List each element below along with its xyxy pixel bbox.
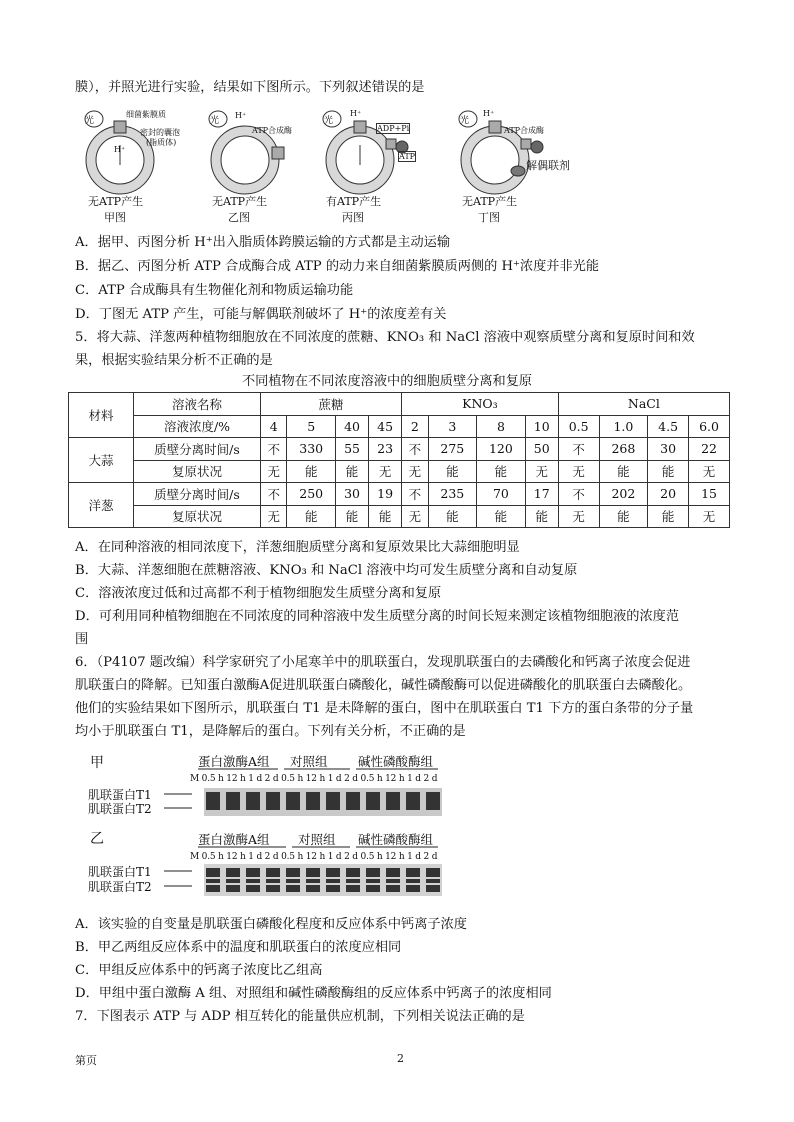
onion-label: 洋葱 <box>69 483 134 528</box>
cell: 3 <box>428 415 477 438</box>
q5-table-title: 不同植物在不同浓度溶液中的细胞质壁分离和复原 <box>242 374 533 389</box>
cell: 15 <box>689 483 730 506</box>
cell: 无 <box>525 460 558 483</box>
th-material: 材料 <box>69 393 134 438</box>
cell: 20 <box>648 483 689 506</box>
row-label: 质壁分离时间/s <box>134 438 261 461</box>
gel-jia-t2: 肌联蛋白T2 <box>88 802 152 816</box>
gel-yi-group-alp: 碱性磷酸酶组 <box>358 832 434 847</box>
ding-label1: ATP合成酶 <box>504 126 545 135</box>
cell: 120 <box>477 438 526 461</box>
cell: 能 <box>477 460 526 483</box>
cell: 能 <box>648 505 689 528</box>
cell: 5 <box>287 415 336 438</box>
row-label: 复原状况 <box>134 460 261 483</box>
cell: 1.0 <box>599 415 648 438</box>
bing-ion: H⁺ <box>350 109 362 118</box>
jia-light: 光 <box>85 116 95 126</box>
jia-name: 甲图 <box>104 211 126 224</box>
gel-yi-group-ctrl: 对照组 <box>298 832 336 847</box>
cell: 能 <box>287 460 336 483</box>
gel-jia-label: 甲 <box>90 755 104 771</box>
bing-light: 光 <box>324 116 334 126</box>
q4-option-a: A．据甲、丙图分析 H⁺出入脂质体跨膜运输的方式都是主动运输 <box>75 235 451 250</box>
intro-tail: 膜），并照光进行实验，结果如下图所示。下列叙述错误的是 <box>75 80 425 95</box>
cell: 无 <box>558 460 599 483</box>
cell: 17 <box>525 483 558 506</box>
bing-status: 有ATP产生 <box>326 195 382 208</box>
cell: 19 <box>369 483 402 506</box>
yi-name: 乙图 <box>228 211 250 224</box>
row-label: 复原状况 <box>134 505 261 528</box>
gel-jia-lanes: M 0.5 h 12 h 1 d 2 d 0.5 h 12 h 1 d 2 d 0.5 h 12 h 1 d 2 d <box>190 774 438 784</box>
q6-option-d: D．甲组中蛋白激酶 A 组、对照组和碱性磷酸酶组的反应体系中钙离子的浓度相同 <box>75 986 552 1001</box>
ding-ion: H⁺ <box>483 109 495 118</box>
cell: 202 <box>599 483 648 506</box>
cell: 能 <box>369 505 402 528</box>
th-sucrose: 蔗糖 <box>261 393 402 416</box>
footer-left: 第页 <box>75 1054 97 1067</box>
q6-option-b: B．甲乙两组反应体系中的温度和肌联蛋白的浓度应相同 <box>75 940 402 955</box>
cell: 6.0 <box>689 415 730 438</box>
q5-option-d-2: 围 <box>75 632 89 647</box>
cell: 45 <box>369 415 402 438</box>
gel-yi-t1: 肌联蛋白T1 <box>88 865 152 879</box>
cell: 70 <box>477 483 526 506</box>
gel-yi-t2: 肌联蛋白T2 <box>88 880 152 894</box>
q6-option-a: A．该实验的自变量是肌联蛋白磷酸化程度和反应体系中钙离子浓度 <box>75 917 467 932</box>
plasmolysis-table <box>68 392 730 528</box>
bing-adp: ADP+Pi <box>377 124 410 133</box>
cell: 不 <box>402 483 428 506</box>
row-garlic-recover <box>69 460 730 483</box>
cell: 能 <box>599 460 648 483</box>
cell: 无 <box>402 505 428 528</box>
bing-atp: ATP <box>399 152 416 161</box>
gel-yi-lanes: M 0.5 h 12 h 1 d 2 d 0.5 h 12 h 1 d 2 d 0.5 h 12 h 1 d 2 d <box>190 852 438 862</box>
jia-label3: (脂质体) <box>146 138 177 147</box>
cell: 22 <box>689 438 730 461</box>
bing-name: 丙图 <box>342 211 364 224</box>
gel-yi-bands <box>204 864 442 896</box>
cell: 55 <box>336 438 369 461</box>
yi-ion: H⁺ <box>235 111 247 120</box>
cell: 235 <box>428 483 477 506</box>
cell: 10 <box>525 415 558 438</box>
cell: 无 <box>261 505 287 528</box>
row-label: 质壁分离时间/s <box>134 483 261 506</box>
cell: 能 <box>428 460 477 483</box>
cell: 8 <box>477 415 526 438</box>
jia-status: 无ATP产生 <box>88 195 144 208</box>
yi-light: 光 <box>210 116 220 126</box>
cell: 250 <box>287 483 336 506</box>
ding-light: 光 <box>460 116 470 126</box>
cell: 能 <box>336 460 369 483</box>
diagram-yi <box>209 111 284 194</box>
q7-stem: 7．下图表示 ATP 与 ADP 相互转化的能量供应机制，下列相关说法正确的是 <box>75 1009 525 1024</box>
yi-label1: ATP合成酶 <box>252 126 293 135</box>
cell: 无 <box>689 505 730 528</box>
cell: 能 <box>287 505 336 528</box>
ding-name: 丁图 <box>478 211 500 224</box>
jia-label1: 细菌紫膜质 <box>126 110 166 119</box>
cell: 30 <box>648 438 689 461</box>
row-garlic-time <box>69 438 730 461</box>
cell: 50 <box>525 438 558 461</box>
cell: 不 <box>558 483 599 506</box>
jia-ion: H⁺ <box>114 145 126 154</box>
q5-option-a: A．在同种溶液的相同浓度下，洋葱细胞质壁分离和复原效果比大蒜细胞明显 <box>75 540 520 555</box>
cell: 能 <box>336 505 369 528</box>
cell: 23 <box>369 438 402 461</box>
cell: 无 <box>689 460 730 483</box>
q6-stem-4: 均小于肌联蛋白 T1，是降解后的蛋白。下列有关分析，不正确的是 <box>75 724 466 739</box>
th-solution-name: 溶液名称 <box>134 393 261 416</box>
jia-label2: 密封的囊泡 <box>140 128 180 137</box>
cell: 不 <box>402 438 428 461</box>
q4-option-d: D．丁图无 ATP 产生，可能与解偶联剂破坏了 H⁺的浓度差有关 <box>75 307 447 322</box>
cell: 275 <box>428 438 477 461</box>
cell: 能 <box>477 505 526 528</box>
cell: 40 <box>336 415 369 438</box>
cell: 能 <box>428 505 477 528</box>
cell: 30 <box>336 483 369 506</box>
cell: 2 <box>402 415 428 438</box>
q5-option-b: B．大蒜、洋葱细胞在蔗糖溶液、KNO₃ 和 NaCl 溶液中均可发生质壁分离和自动复原 <box>75 563 578 578</box>
cell: 能 <box>525 505 558 528</box>
q4-figure <box>80 105 580 225</box>
gel-jia-t1: 肌联蛋白T1 <box>88 788 152 802</box>
cell: 能 <box>648 460 689 483</box>
q5-option-d-1: D．可利用同种植物细胞在不同浓度的同种溶液中发生质壁分离的时间长短来测定该植物细胞液的浓度范 <box>75 609 680 624</box>
gel-yi-group-a: 蛋白激酶A组 <box>198 832 270 847</box>
garlic-label: 大蒜 <box>69 438 134 483</box>
q6-stem-2: 肌联蛋白的降解。已知蛋白激酶A促进肌联蛋白磷酸化，碱性磷酸酶可以促进磷酸化的肌联蛋白去磷酸化。 <box>75 678 692 693</box>
ding-label2: 解偶联剂 <box>526 159 570 172</box>
row-conc <box>69 415 730 438</box>
q6-stem-1: 6．（P4107 题改编）科学家研究了小尾寒羊中的肌联蛋白，发现肌联蛋白的去磷酸化和钙离子浓度会促进 <box>75 655 691 670</box>
gel-jia-group-ctrl: 对照组 <box>290 754 328 769</box>
page-number: 2 <box>397 1052 404 1065</box>
th-conc: 溶液浓度/% <box>134 415 261 438</box>
cell: 能 <box>599 505 648 528</box>
q6-option-c: C．甲组反应体系中的钙离子浓度比乙组高 <box>75 963 323 978</box>
gel-figure <box>88 750 448 910</box>
cell: 无 <box>558 505 599 528</box>
th-kno3: KNO₃ <box>402 393 559 416</box>
cell: 0.5 <box>558 415 599 438</box>
yi-status: 无ATP产生 <box>212 195 268 208</box>
row-onion-time <box>69 483 730 506</box>
gel-yi-label: 乙 <box>90 831 104 847</box>
ding-status: 无ATP产生 <box>462 195 518 208</box>
q4-option-c: C．ATP 合成酶具有生物催化剂和物质运输功能 <box>75 283 354 298</box>
q5-stem-1: 5．将大蒜、洋葱两种植物细胞放在不同浓度的蔗糖、KNO₃ 和 NaCl 溶液中观察质壁分离和复原时间和效 <box>75 330 695 345</box>
q5-option-c: C．溶液浓度过低和过高都不利于植物细胞发生质壁分离和复原 <box>75 586 442 601</box>
diagram-ding <box>459 111 543 194</box>
cell: 不 <box>261 483 287 506</box>
gel-jia-group-a: 蛋白激酶A组 <box>198 754 270 769</box>
row-onion-recover <box>69 505 730 528</box>
gel-images <box>88 750 448 910</box>
cell: 4.5 <box>648 415 689 438</box>
cell: 不 <box>261 438 287 461</box>
q6-stem-3: 他们的实验结果如下图所示，肌联蛋白 T1 是未降解的蛋白，图中在肌联蛋白 T1 下方的蛋白条带的分子量 <box>75 701 694 716</box>
gel-jia-bands <box>204 788 442 816</box>
cell: 不 <box>558 438 599 461</box>
q4-option-b: B．据乙、丙图分析 ATP 合成酶合成 ATP 的动力来自细菌紫膜质两侧的 H⁺浓度并非光能 <box>75 259 600 274</box>
cell: 无 <box>402 460 428 483</box>
cell: 268 <box>599 438 648 461</box>
cell: 4 <box>261 415 287 438</box>
gel-jia-group-alp: 碱性磷酸酶组 <box>358 754 434 769</box>
th-nacl: NaCl <box>558 393 729 416</box>
cell: 无 <box>261 460 287 483</box>
q5-stem-2: 果，根据实验结果分析不正确的是 <box>75 353 273 368</box>
cell: 330 <box>287 438 336 461</box>
cell: 无 <box>369 460 402 483</box>
